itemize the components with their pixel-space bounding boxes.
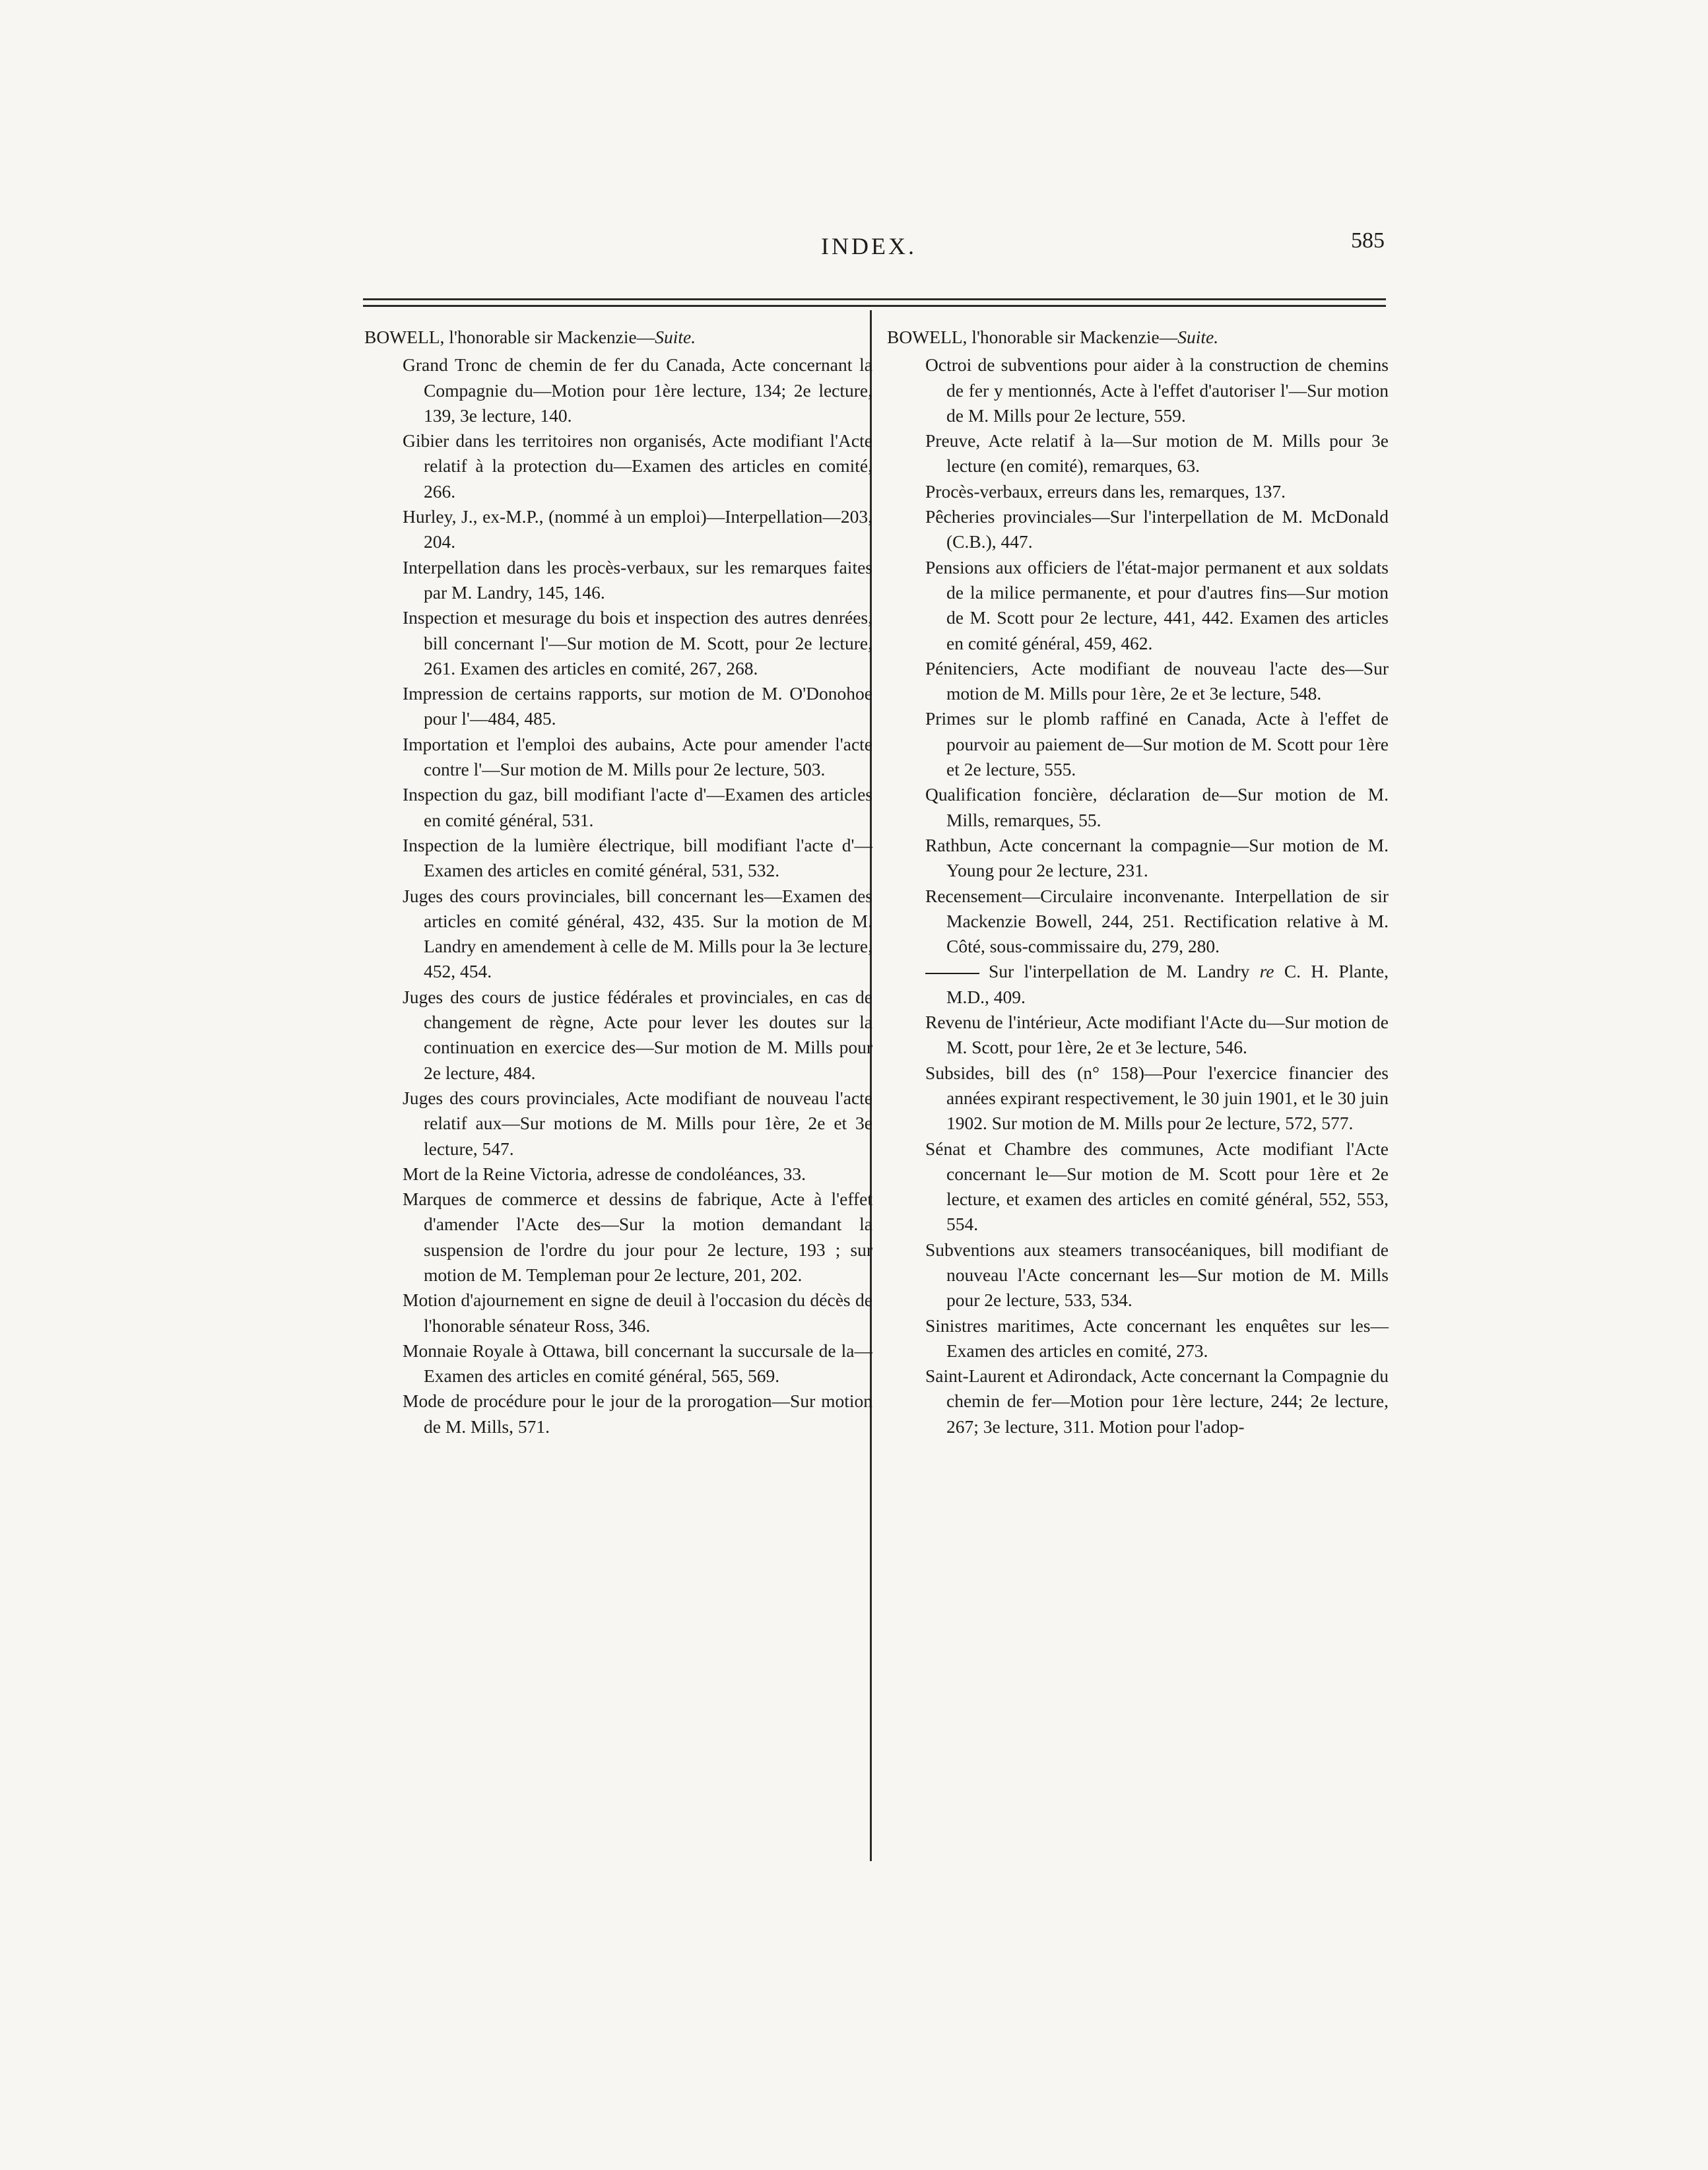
header-rule-bottom bbox=[363, 305, 1386, 307]
index-entry: Motion d'ajournement en signe de deuil à l'occasion du décès de l'honorable sénateur Ross, 346. bbox=[403, 1290, 872, 1336]
index-entry: Sénat et Chambre des communes, Acte modifiant l'Acte concernant le—Sur motion de M. Scott pour 1ère et 2e lecture, et examen des articles en comité général, 552, 553, 554. bbox=[925, 1138, 1389, 1235]
heading-name: BOWELL, l'honorable sir Mackenzie— bbox=[887, 327, 1178, 347]
index-entry: Inspection du gaz, bill modifiant l'acte d'—Examen des articles en comité général, 531. bbox=[403, 784, 872, 830]
index-sub-entry bbox=[925, 959, 1389, 1010]
index-entry: Primes sur le plomb raffiné en Canada, Acte à l'effet de pourvoir au paiement de—Sur motion de M. Scott pour 1ère et 2e lecture, 555. bbox=[925, 708, 1389, 780]
index-entry: Saint-Laurent et Adirondack, Acte concernant la Compagnie du chemin de fer—Motion pour 1ère lecture, 244; 2e lecture, 267; 3e lecture, 311. Motion pour l'adop- bbox=[925, 1365, 1389, 1437]
index-entry: Mort de la Reine Victoria, adresse de condoléances, 33. bbox=[403, 1163, 806, 1184]
index-entry: Revenu de l'intérieur, Acte modifiant l'Acte du—Sur motion de M. Scott, pour 1ère, 2e et 3e lecture, 546. bbox=[925, 1012, 1389, 1058]
index-entry: Sinistres maritimes, Acte concernant les enquêtes sur les—Examen des articles en comité, 273. bbox=[925, 1315, 1389, 1361]
sub-entry-rest: C. H. Plante, M.D., 409. bbox=[946, 961, 1389, 1007]
index-entry: Hurley, J., ex-M.P., (nommé à un emploi)—Interpellation—203, 204. bbox=[403, 506, 872, 552]
page-title: INDEX. bbox=[821, 233, 917, 259]
index-entry: Inspection de la lumière électrique, bill modifiant l'acte d'—Examen des articles en comité général, 531, 532. bbox=[403, 834, 872, 881]
heading-suffix: Suite. bbox=[655, 327, 696, 347]
index-entry: Interpellation dans les procès-verbaux, sur les remarques faites par M. Landry, 145, 146. bbox=[403, 556, 872, 603]
index-entry: Monnaie Royale à Ottawa, bill concernant la succursale de la—Examen des articles en comité général, 565, 569. bbox=[403, 1340, 872, 1387]
index-entry: Marques de commerce et dessins de fabrique, Acte à l'effet d'amender l'Acte des—Sur la motion demandant la suspension de l'ordre du jour pour 2e lecture, 193 ; sur motion de M. Templeman pour 2e lecture, 201, 202. bbox=[403, 1189, 872, 1285]
right-column-heading bbox=[887, 325, 1389, 350]
index-entry: Juges des cours provinciales, bill concernant les—Examen des articles en comité général, 432, 435. Sur la motion de M. Landry en amendement à celle de M. Mills pour la 3e lecture, 452, 454. bbox=[403, 885, 872, 982]
index-entry: Procès-verbaux, erreurs dans les, remarques, 137. bbox=[925, 480, 1286, 502]
left-column bbox=[364, 325, 872, 1439]
index-entry: Qualification foncière, déclaration de—Sur motion de M. Mills, remarques, 55. bbox=[925, 784, 1389, 830]
index-entry: Gibier dans les territoires non organisés, Acte modifiant l'Acte relatif à la protection du—Examen des articles en comité, 266. bbox=[403, 430, 872, 502]
heading-suffix: Suite. bbox=[1177, 327, 1219, 347]
index-entry: Pénitenciers, Acte modifiant de nouveau l'acte des—Sur motion de M. Mills pour 1ère, 2e et 3e lecture, 548. bbox=[925, 657, 1389, 704]
index-entry: Juges des cours provinciales, Acte modifiant de nouveau l'acte relatif aux—Sur motions de M. Mills pour 1ère, 2e et 3e lecture, 547. bbox=[403, 1087, 872, 1159]
index-entry: Subsides, bill des (n° 158)—Pour l'exercice financier des années expirant respectivement, le 30 juin 1901, et le 30 juin 1902. Sur motion de M. Mills pour 2e lecture, 572, 577. bbox=[925, 1062, 1389, 1134]
index-entry: Juges des cours de justice fédérales et provinciales, en cas de changement de règne, Acte pour lever les doutes sur la continuation en exercice des—Sur motion de M. Mills pour 2e lecture, 484. bbox=[403, 986, 872, 1083]
header-rule-top bbox=[363, 298, 1386, 300]
index-entry: Inspection et mesurage du bois et inspection des autres denrées, bill concernant l'—Sur motion de M. Scott, pour 2e lecture, 261. Examen des articles en comité, 267, 268. bbox=[403, 607, 872, 678]
index-entry: Impression de certains rapports, sur motion de M. O'Donohoe pour l'—484, 485. bbox=[403, 683, 872, 729]
index-entry: Pensions aux officiers de l'état-major permanent et aux soldats de la milice permanente, et pour d'autres fins—Sur motion de M. Scott pour 2e lecture, 441, 442. Examen des articles en comité général, 459, 462. bbox=[925, 556, 1389, 653]
index-entry: Importation et l'emploi des aubains, Acte pour amender l'acte contre l'—Sur motion de M. Mills pour 2e lecture, 503. bbox=[403, 733, 872, 780]
heading-name: BOWELL, l'honorable sir Mackenzie— bbox=[364, 327, 655, 347]
index-entry: Recensement—Circulaire inconvenante. Interpellation de sir Mackenzie Bowell, 244, 251. Rectification relative à M. Côté, sous-commissaire du, 279, 280. bbox=[925, 885, 1389, 957]
right-column bbox=[887, 325, 1389, 1439]
sub-entry-text: Sur l'interpellation de M. Landry bbox=[989, 961, 1260, 982]
page-number: 585 bbox=[1351, 228, 1385, 253]
left-column-heading bbox=[364, 325, 872, 350]
page-header bbox=[362, 228, 1385, 272]
index-entry: Mode de procédure pour le jour de la prorogation—Sur motion de M. Mills, 571. bbox=[403, 1391, 872, 1437]
index-entry: Rathbun, Acte concernant la compagnie—Sur motion de M. Young pour 2e lecture, 231. bbox=[925, 834, 1389, 881]
index-entry: Preuve, Acte relatif à la—Sur motion de M. Mills pour 3e lecture (en comité), remarques, 63. bbox=[925, 430, 1389, 477]
repeat-dash bbox=[925, 973, 979, 974]
index-entry: Octroi de subventions pour aider à la construction de chemins de fer y mentionnés, Acte à l'effet d'autoriser l'—Sur motion de M. Mills pour 2e lecture, 559. bbox=[925, 354, 1389, 426]
sub-entry-italic: re bbox=[1259, 961, 1274, 982]
index-entry: Subventions aux steamers transocéaniques, bill modifiant de nouveau l'Acte concernant les—Sur motion de M. Mills pour 2e lecture, 533, 534. bbox=[925, 1239, 1389, 1311]
index-entry: Pêcheries provinciales—Sur l'interpellation de M. McDonald (C.B.), 447. bbox=[925, 506, 1389, 552]
index-entry: Grand Tronc de chemin de fer du Canada, Acte concernant la Compagnie du—Motion pour 1ère lecture, 134; 2e lecture, 139, 3e lecture, 140. bbox=[403, 354, 872, 426]
